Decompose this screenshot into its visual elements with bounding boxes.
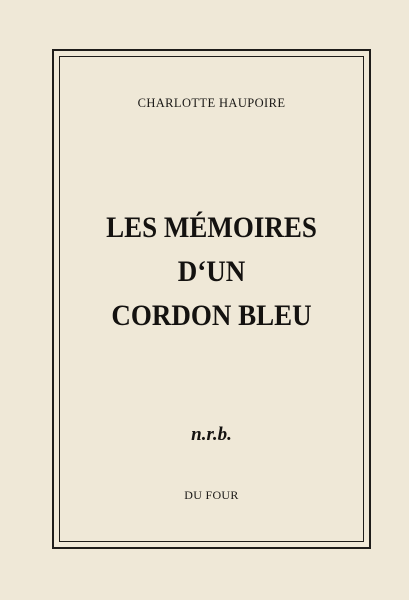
cover-frame-inner — [59, 56, 364, 542]
title-line-3: CORDON BLEU — [111, 299, 312, 332]
title-line-1: LES MÉMOIRES — [106, 211, 317, 244]
book-title — [75, 206, 348, 338]
imprint-mark: n.r.b. — [191, 424, 232, 445]
cover-frame-outer — [52, 49, 371, 549]
title-line-2: D‘UN — [177, 255, 246, 288]
publisher-name: DU FOUR — [184, 488, 239, 502]
author-name: CHARLOTTE HAUPOIRE — [137, 96, 286, 110]
